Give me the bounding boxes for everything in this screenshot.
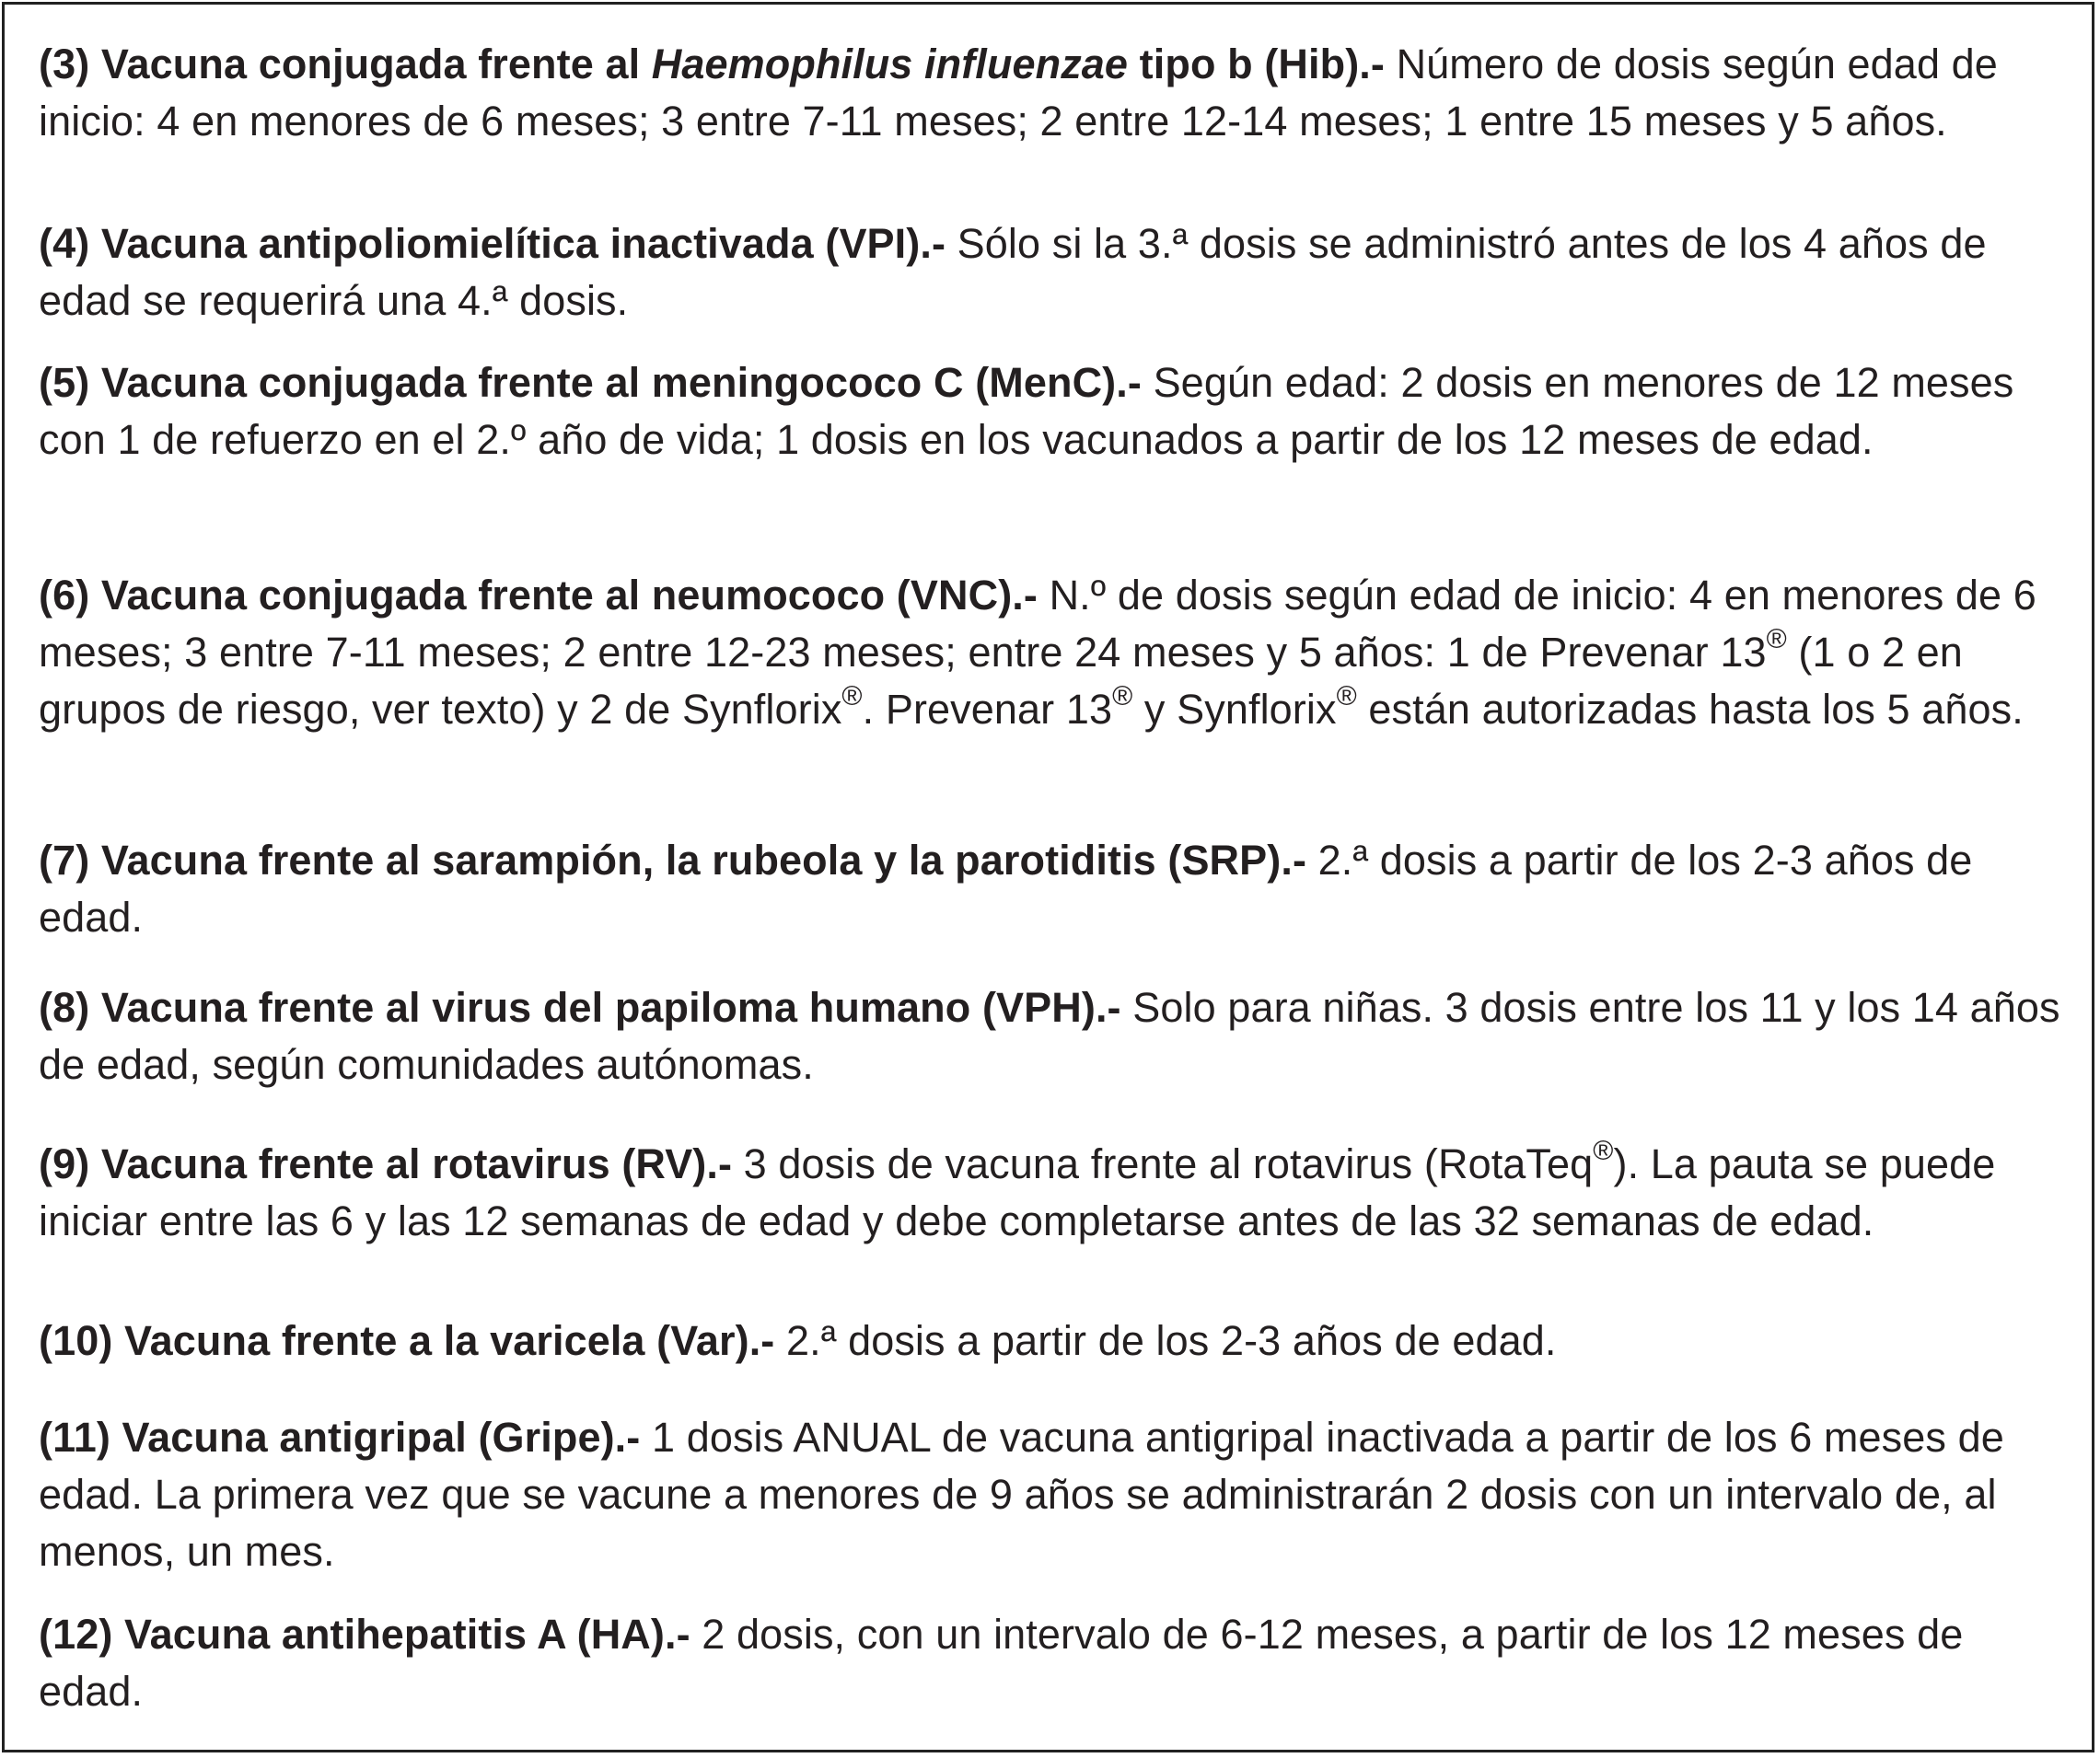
note-gripe bbox=[39, 1409, 2078, 1580]
note-heading: (12) Vacuna antihepatitis A (HA).- bbox=[39, 1611, 690, 1658]
note-heading: (11) Vacuna antigripal (Gripe).- bbox=[39, 1414, 641, 1461]
registered-mark: ® bbox=[1112, 681, 1133, 711]
registered-mark: ® bbox=[1766, 624, 1787, 654]
note-vnc: (6) Vacuna conjugada frente al neumococo (VNC).- N.º de dosis según edad de inicio: 4 en menores de 6 meses; 3 entre 7-11 meses; 2 entre 12-23 meses; entre 24 meses y 5 años: 1 de Prevenar 13® (1 o 2 en grupos de riesgo, ver texto) y 2 de Synflorix®. Prevenar 13® y Synflorix® están autorizadas hasta los 5 años. bbox=[39, 572, 2036, 733]
note-hib bbox=[39, 36, 2078, 150]
note-body: Sólo si la 3.ª dosis se administró antes de los 4 años de edad se requerirá una 4.ª dosis. bbox=[39, 220, 1987, 324]
note-body: Número de dosis según edad de inicio: 4 en menores de 6 meses; 3 entre 7-11 meses; 2 entre 12-14 meses; 1 entre 15 meses y 5 años. bbox=[39, 40, 1998, 145]
note-body: Según edad: 2 dosis en menores de 12 meses con 1 de refuerzo en el 2.º año de vida; 1 dosis en los vacunados a partir de los 12 meses de edad. bbox=[39, 359, 2014, 463]
note-var bbox=[39, 1313, 2078, 1370]
note-heading: (6) Vacuna conjugada frente al neumococo (VNC).- bbox=[39, 572, 1038, 619]
notes-frame bbox=[2, 2, 2094, 1752]
note-vpi bbox=[39, 215, 2078, 330]
note-heading-italic: Haemophilus influenzae bbox=[651, 40, 1129, 87]
note-ha bbox=[39, 1606, 2078, 1720]
registered-mark: ® bbox=[841, 681, 863, 711]
note-menc bbox=[39, 354, 2078, 468]
note-vph bbox=[39, 979, 2078, 1093]
note-body: Solo para niñas. 3 dosis entre los 11 y los 14 años de edad, según comunidades autónomas. bbox=[39, 984, 2060, 1088]
note-heading: (8) Vacuna frente al virus del papiloma humano (VPH).- bbox=[39, 984, 1121, 1031]
note-body: 2.ª dosis a partir de los 2-3 años de edad. bbox=[774, 1317, 1557, 1364]
note-rv: (9) Vacuna frente al rotavirus (RV).- 3 dosis de vacuna frente al rotavirus (RotaTeq®). La pauta se puede iniciar entre las 6 y las 12 semanas de edad y debe completarse antes de las 32 semanas de edad. bbox=[39, 1136, 1996, 1244]
note-body: 1 dosis ANUAL de vacuna antigripal inactivada a partir de los 6 meses de edad. La primera vez que se vacune a menores de 9 años se administrarán 2 dosis con un intervalo de, al menos, un mes. bbox=[39, 1414, 2004, 1575]
registered-mark: ® bbox=[1593, 1136, 1614, 1166]
note-heading: (3) Vacuna conjugada frente al Haemophilus influenzae tipo b (Hib).- bbox=[39, 40, 1385, 87]
note-heading: (7) Vacuna frente al sarampión, la rubeola y la parotiditis (SRP).- bbox=[39, 837, 1307, 884]
note-heading: (9) Vacuna frente al rotavirus (RV).- bbox=[39, 1140, 733, 1187]
note-srp bbox=[39, 832, 2078, 946]
registered-mark: ® bbox=[1336, 681, 1357, 711]
note-body: 2.ª dosis a partir de los 2-3 años de edad. bbox=[39, 837, 1973, 941]
note-body: 2 dosis, con un intervalo de 6-12 meses, a partir de los 12 meses de edad. bbox=[39, 1611, 1964, 1715]
note-heading: (4) Vacuna antipoliomielítica inactivada (VPI).- bbox=[39, 220, 946, 267]
note-heading: (10) Vacuna frente a la varicela (Var).- bbox=[39, 1317, 775, 1364]
note-heading: (5) Vacuna conjugada frente al meningococo C (MenC).- bbox=[39, 359, 1142, 406]
